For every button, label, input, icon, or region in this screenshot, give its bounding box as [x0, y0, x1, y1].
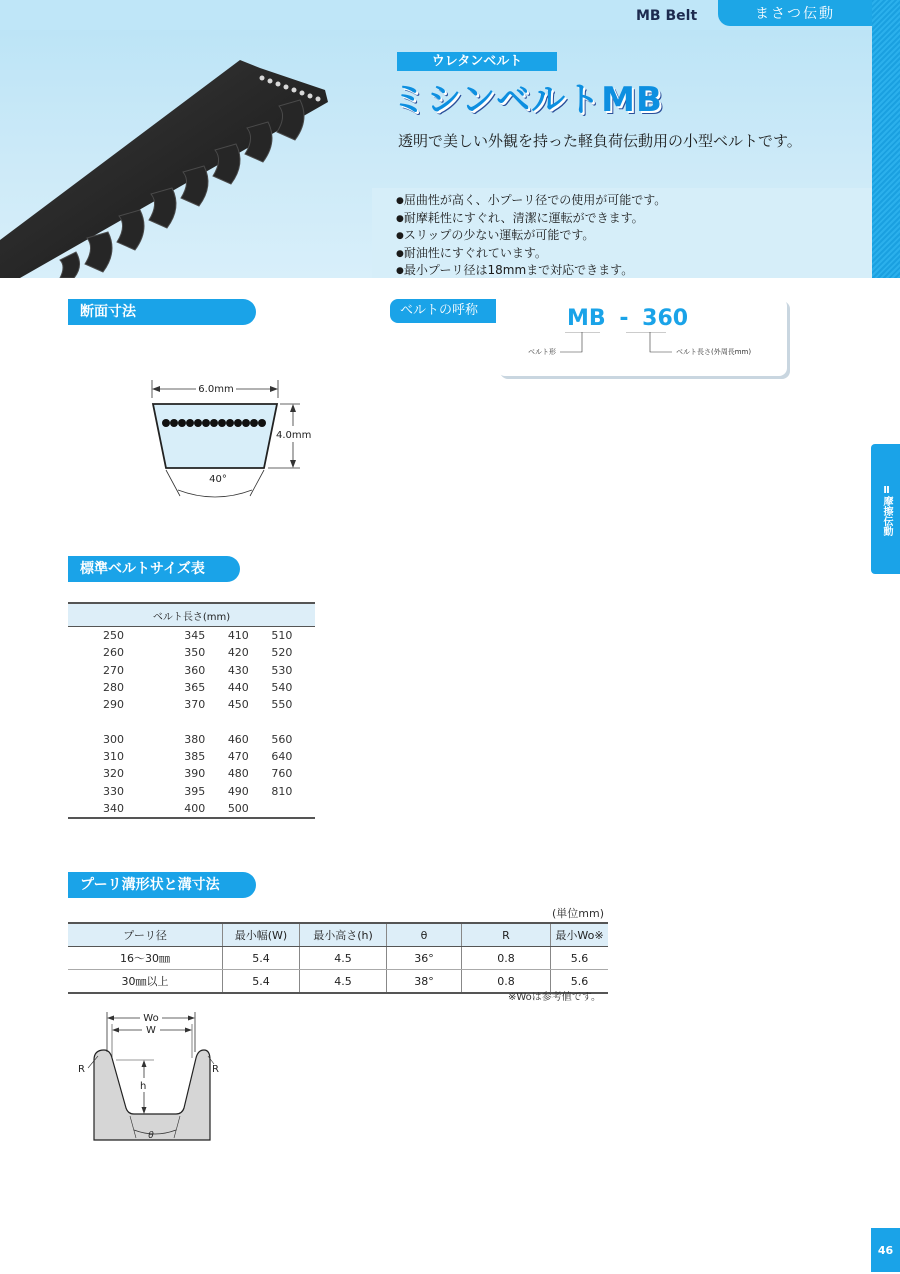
table-cell: 36°	[387, 947, 462, 970]
table-cell: 385	[184, 749, 206, 763]
dim-angle-label: 40°	[209, 474, 227, 485]
feature-list	[396, 192, 666, 280]
table-header: R	[462, 923, 551, 947]
dim-width-label: 6.0mm	[198, 384, 234, 395]
table-cell: 310	[103, 749, 124, 763]
table-cell: 440	[227, 681, 249, 695]
table-cell: 390	[184, 767, 206, 781]
table-cell: 330	[103, 784, 124, 798]
pulley-groove-diagram	[74, 1010, 224, 1142]
table-cell: 320	[103, 767, 124, 781]
table-header: プーリ径	[68, 923, 223, 947]
table-cell: 410	[227, 629, 249, 643]
designation-tab: ベルトの呼称	[390, 299, 496, 323]
table-cell: 540	[271, 681, 293, 695]
label-r-right: R	[212, 1064, 219, 1075]
note-belt-length: ベルト長さ(外周長mm)	[676, 348, 752, 356]
table-header: 最小高さ(h)	[300, 923, 387, 947]
table-cell: 500	[228, 800, 272, 818]
table-cell: 550	[271, 698, 293, 712]
table-cell: 400	[184, 800, 228, 818]
table-cell: 490	[227, 784, 249, 798]
table-cell: 450	[227, 698, 249, 712]
table-cell: 760	[271, 767, 293, 781]
code-length: 360	[642, 306, 689, 331]
table-cell: 460	[227, 732, 249, 746]
table-cell: 340	[68, 800, 184, 818]
table-cell: 0.8	[462, 970, 551, 994]
designation-code	[567, 306, 688, 331]
table-row	[68, 947, 608, 970]
table-header: θ	[387, 923, 462, 947]
table-cell: 5.6	[551, 947, 609, 970]
section-label-sizes: 標準ベルトサイズ表	[68, 556, 240, 582]
table-cell: 395	[184, 784, 206, 798]
table-cell: 0.8	[462, 947, 551, 970]
section-label-dims: 断面寸法	[68, 299, 256, 325]
table-cell: 560	[271, 732, 293, 746]
section-label-pulley: プーリ溝形状と溝寸法	[68, 872, 256, 898]
chapter-tab-label: Ⅱ摩擦伝動	[881, 485, 892, 536]
table-cell: 430	[227, 663, 249, 677]
category-tab: まさつ伝動	[718, 0, 872, 26]
pulley-table	[68, 922, 608, 994]
table-cell: 5.6	[551, 970, 609, 994]
list-item: ● 最小プーリ径は18mmまで対応できます。	[396, 262, 666, 280]
label-r-left: R	[78, 1064, 85, 1075]
code-dash: -	[619, 306, 629, 331]
table-cell: 420	[227, 646, 249, 660]
table-cell: 280	[103, 681, 124, 695]
page-title: ミシンベルトMB	[392, 80, 663, 120]
reference-note: ※Woは参考値です。	[508, 992, 601, 1003]
table-cell: 350	[184, 646, 206, 660]
table-cell: 30㎜以上	[68, 970, 223, 994]
label-h: h	[140, 1081, 147, 1092]
table-cell: 345	[184, 629, 206, 643]
edge-pattern	[872, 0, 900, 278]
belt-photo	[0, 30, 372, 278]
table-cell: 290	[103, 698, 124, 712]
unit-note: (単位mm)	[552, 907, 605, 920]
table-cell: 250	[103, 629, 124, 643]
table-cell: 510	[271, 629, 293, 643]
label-wo: Wo	[143, 1013, 159, 1024]
table-cell: 5.4	[223, 970, 300, 994]
table-cell: 520	[271, 646, 293, 660]
list-item: ● 耐摩耗性にすぐれ、清潔に運転ができます。	[396, 210, 666, 228]
list-item: ● 耐油性にすぐれています。	[396, 245, 666, 263]
table-cell: 380	[184, 732, 206, 746]
table-cell: 38°	[387, 970, 462, 994]
table-cell: 270	[103, 663, 124, 677]
table-cell: 260	[103, 646, 124, 660]
table-cell: 480	[227, 767, 249, 781]
table-cell: 810	[271, 784, 293, 798]
table-cell: 5.4	[223, 947, 300, 970]
cross-section-diagram	[140, 378, 330, 500]
note-belt-type: ベルト形	[528, 348, 556, 356]
table-header: 最小幅(W)	[223, 923, 300, 947]
size-table-header: ベルト長さ(mm)	[68, 603, 315, 627]
code-type: MB	[567, 306, 606, 331]
page-number: 46	[871, 1228, 900, 1272]
table-cell: 360	[184, 663, 206, 677]
table-cell: 640	[271, 749, 293, 763]
table-cell	[271, 800, 315, 818]
table-cell: 370	[184, 698, 206, 712]
table-header: 最小Wo※	[551, 923, 609, 947]
table-cell: 16〜30㎜	[68, 947, 223, 970]
brand-name: MB Belt	[636, 8, 698, 24]
table-cell: 4.5	[300, 947, 387, 970]
table-cell: 365	[184, 681, 206, 695]
size-table	[68, 602, 315, 819]
label-theta: θ	[148, 1131, 154, 1141]
product-subtitle: ウレタンベルト	[397, 52, 557, 71]
table-spacer	[68, 713, 315, 730]
list-item: ● 屈曲性が高く、小プーリ径での使用が可能です。	[396, 192, 666, 210]
label-w: W	[146, 1025, 156, 1036]
table-cell: 530	[271, 663, 293, 677]
table-cell: 300	[103, 732, 124, 746]
table-cell: 4.5	[300, 970, 387, 994]
lead-text: 透明で美しい外観を持った軽負荷伝動用の小型ベルトです。	[398, 132, 802, 150]
dim-height-label: 4.0mm	[276, 430, 312, 441]
table-cell: 470	[227, 749, 249, 763]
list-item: ● スリップの少ない運転が可能です。	[396, 227, 666, 245]
